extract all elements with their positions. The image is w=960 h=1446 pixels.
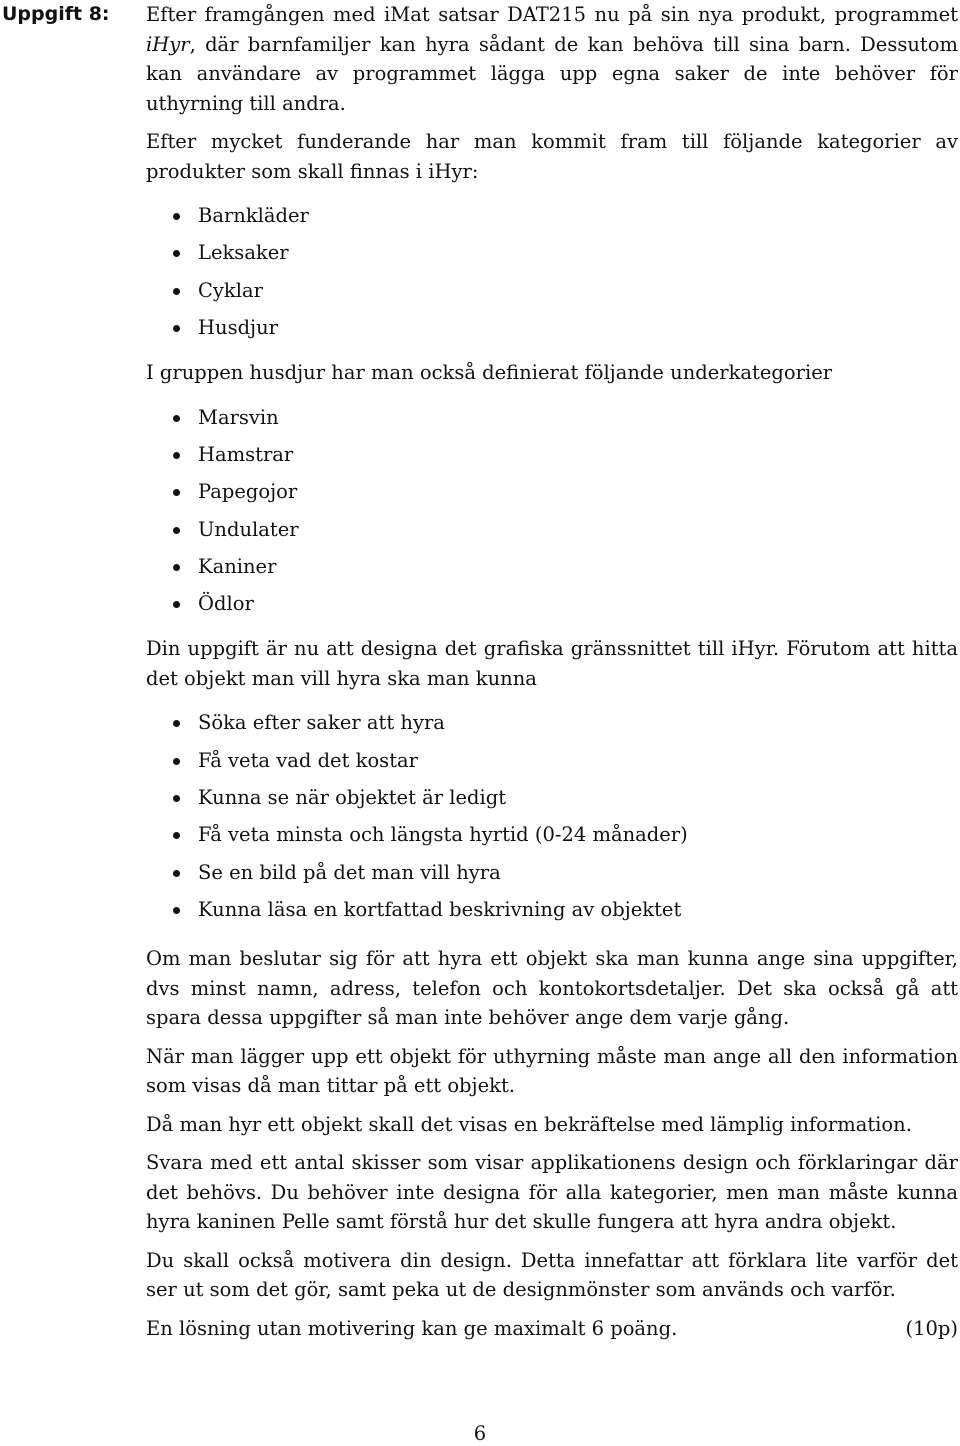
list-item: Papegojor	[146, 477, 958, 514]
bullet-icon	[173, 758, 180, 765]
list-item: Marsvin	[146, 403, 958, 440]
page-number: 6	[473, 1422, 487, 1445]
bullet-icon	[173, 325, 180, 332]
list-item: Söka efter saker att hyra	[146, 708, 958, 745]
list-item: Husdjur	[146, 313, 958, 350]
bullet-icon	[173, 527, 180, 534]
list-item: Få veta vad det kostar	[146, 746, 958, 783]
bullet-icon	[173, 907, 180, 914]
list-item: Barnkläder	[146, 201, 958, 238]
list-item: Kunna läsa en kortfattad beskrivning av objektet	[146, 895, 958, 932]
list-item: Se en bild på det man vill hyra	[146, 858, 958, 895]
bullet-icon	[173, 250, 180, 257]
task-label: Uppgift 8:	[2, 3, 110, 25]
list-item: Undulater	[146, 515, 958, 552]
bullet-icon	[173, 832, 180, 839]
final-line	[146, 1314, 958, 1344]
list-item: Leksaker	[146, 238, 958, 275]
bullet-icon	[173, 564, 180, 571]
categories-list	[146, 201, 958, 350]
bullet-icon	[173, 795, 180, 802]
bullet-icon	[173, 213, 180, 220]
task-body	[146, 0, 958, 1343]
sketches-paragraph: Svara med ett antal skisser som visar applikationens design och förklaringar där det behövs. Du behöver inte designa för alla kategorier, men man måste kunna hyra kaninen Pelle samt förstå hur det skulle fungera att hyra andra objekt.	[146, 1151, 958, 1234]
max-points-text: En lösning utan motivering kan ge maximalt 6 poäng.	[146, 1316, 678, 1340]
intro-paragraph: Efter framgången med iMat satsar DAT215 nu på sin nya produkt, programmet iHyr, där barnfamiljer kan hyra sådant de kan behöva till sina barn. Dessutom kan användare av programmet lägga upp egna saker de inte behöver för uthyrning till andra.	[146, 3, 958, 115]
bullet-icon	[173, 601, 180, 608]
booking-paragraph: Om man beslutar sig för att hyra ett objekt ska man kunna ange sina uppgifter, dvs minst namn, adress, telefon och kontokortsdetaljer. Det ska också gå att spara dessa uppgifter så man inte behöver ange dem varje gång.	[146, 947, 958, 1030]
confirm-paragraph: Då man hyr ett objekt skall det visas en bekräftelse med lämplig information.	[146, 1112, 912, 1136]
list-item: Hamstrar	[146, 440, 958, 477]
requirements-intro: Din uppgift är nu att designa det grafiska gränssnittet till iHyr. Förutom att hitta det objekt man vill hyra ska man kunna	[146, 637, 958, 690]
bullet-icon	[173, 720, 180, 727]
bullet-icon	[173, 452, 180, 459]
motivate-paragraph: Du skall också motivera din design. Detta innefattar att förklara lite varför det ser ut som det gör, samt peka ut de designmönster som används och varför.	[146, 1248, 958, 1302]
bullet-icon	[173, 288, 180, 295]
bullet-icon	[173, 415, 180, 422]
requirements-list	[146, 708, 958, 932]
list-item: Få veta minsta och längsta hyrtid (0-24 månader)	[146, 820, 958, 857]
list-item: Cyklar	[146, 276, 958, 313]
listing-paragraph: När man lägger upp ett objekt för uthyrning måste man ange all den information som visas då man tittar på ett objekt.	[146, 1044, 958, 1098]
subcategories-intro: I gruppen husdjur har man också definierat följande underkategorier	[146, 361, 833, 385]
categories-intro: Efter mycket funderande har man kommit fram till följande kategorier av produkter som skall finnas i iHyr:	[146, 130, 958, 183]
bullet-icon	[173, 489, 180, 496]
bullet-icon	[173, 870, 180, 877]
list-item: Kunna se när objektet är ledigt	[146, 783, 958, 820]
list-item: Kaniner	[146, 552, 958, 589]
subcategories-list	[146, 403, 958, 627]
points-badge: (10p)	[905, 1316, 958, 1340]
list-item: Ödlor	[146, 589, 958, 626]
